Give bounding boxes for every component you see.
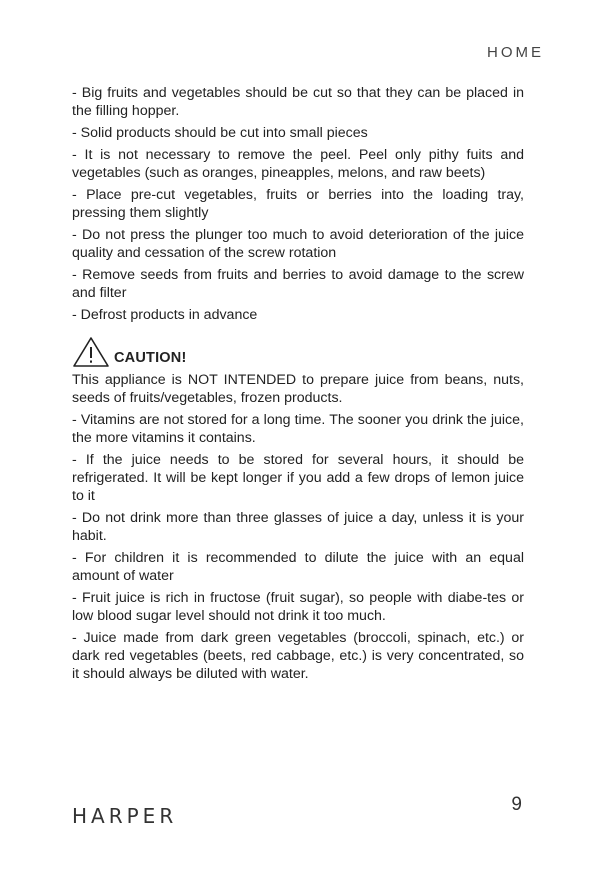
list-item: - Big fruits and vegetables should be cut so that they can be placed in the filling hopper. (72, 85, 524, 119)
page-number: 9 (511, 794, 522, 815)
home-logo: HOME (487, 44, 544, 61)
caution-text: This appliance is NOT INTENDED to prepare juice from beans, nuts, seeds of fruits/vegetables, frozen products. (72, 372, 524, 406)
list-item: - Remove seeds from fruits and berries to avoid damage to the screw and filter (72, 267, 524, 301)
instructions-content (72, 84, 524, 687)
list-item: - Defrost products in advance (72, 307, 258, 323)
brand-logo: HARPER (72, 804, 178, 828)
list-item: - Vitamins are not stored for a long time. The sooner you drink the juice, the more vitamins it contains. (72, 412, 524, 446)
list-item: - For children it is recommended to dilute the juice with an equal amount of water (72, 550, 524, 584)
caution-label: CAUTION! (114, 350, 187, 366)
warning-triangle-icon (72, 336, 110, 368)
list-item: - Juice made from dark green vegetables (broccoli, spinach, etc.) or dark red vegetables (beets, red cabbage, etc.) is very concentrated, so it should always be diluted with water. (72, 630, 524, 682)
list-item: - It is not necessary to remove the peel. Peel only pithy fuits and vegetables (such as oranges, pineapples, melons, and raw beets) (72, 147, 524, 181)
list-item: - Solid products should be cut into small pieces (72, 125, 368, 141)
list-item: - Do not drink more than three glasses of juice a day, unless it is your habit. (72, 510, 524, 544)
list-item: - Fruit juice is rich in fructose (fruit sugar), so people with diabe-tes or low blood sugar level should not drink it too much. (72, 590, 524, 624)
caution-heading (72, 336, 524, 368)
list-item: - Place pre-cut vegetables, fruits or berries into the loading tray, pressing them slightly (72, 187, 524, 221)
list-item: - If the juice needs to be stored for several hours, it should be refrigerated. It will be kept longer if you add a few drops of lemon juice to it (72, 452, 524, 504)
list-item: - Do not press the plunger too much to avoid deterioration of the juice quality and cessation of the screw rotation (72, 227, 524, 261)
